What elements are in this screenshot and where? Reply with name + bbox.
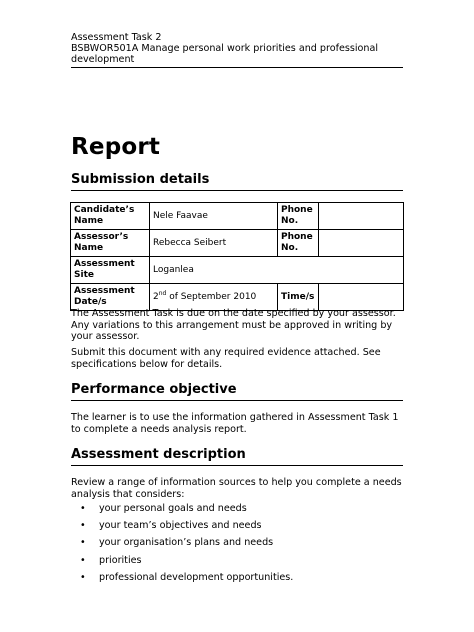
candidate-name-label: Candidate’s Name xyxy=(71,203,150,230)
assessor-phone-value xyxy=(319,230,404,257)
assessment-date-label: Assessment Date/s xyxy=(71,284,150,311)
list-item: • your personal goals and needs xyxy=(71,503,293,520)
assessor-name-value: Rebecca Seibert xyxy=(150,230,278,257)
description-text: Review a range of information sources to help you complete a needs analysis that considers: xyxy=(71,477,402,500)
candidate-name-value: Nele Faavae xyxy=(150,203,278,230)
table-row xyxy=(71,257,404,284)
header-rule xyxy=(71,67,403,68)
document-title: Report xyxy=(71,134,161,160)
assessor-phone-label: Phone No. xyxy=(278,230,319,257)
assessor-name-label: Assessor’s Name xyxy=(71,230,150,257)
considerations-list xyxy=(71,503,293,589)
submission-heading: Submission details xyxy=(71,172,403,191)
list-item: • your team’s objectives and needs xyxy=(71,520,293,537)
due-date-paragraph: The Assessment Task is due on the date specified by your assessor. Any variations to this arrangement must be approved in writing by your assessor. xyxy=(71,308,396,342)
submit-paragraph: Submit this document with any required evidence attached. See specifications below for details. xyxy=(71,347,381,370)
header-unit: BSBWOR501A Manage personal work priorities and professional development xyxy=(71,43,379,65)
description-heading: Assessment description xyxy=(71,447,403,466)
performance-heading: Performance objective xyxy=(71,382,403,401)
time-value xyxy=(319,284,404,311)
page-header xyxy=(71,32,403,68)
assessment-site-value: Loganlea xyxy=(150,257,404,284)
performance-text: The learner is to use the information gathered in Assessment Task 1 to complete a needs analysis report. xyxy=(71,412,399,435)
header-task: Assessment Task 2 xyxy=(71,32,162,43)
assessment-date-value: 2nd of September 2010 xyxy=(150,284,278,311)
list-item: • priorities xyxy=(71,555,293,572)
candidate-phone-label: Phone No. xyxy=(278,203,319,230)
table-row xyxy=(71,230,404,257)
table-row xyxy=(71,284,404,311)
time-label: Time/s xyxy=(278,284,319,311)
assessment-site-label: Assessment Site xyxy=(71,257,150,284)
candidate-phone-value xyxy=(319,203,404,230)
list-item: • professional development opportunities. xyxy=(71,572,293,589)
table-row xyxy=(71,203,404,230)
list-item: • your organisation’s plans and needs xyxy=(71,537,293,554)
submission-table xyxy=(70,202,404,311)
